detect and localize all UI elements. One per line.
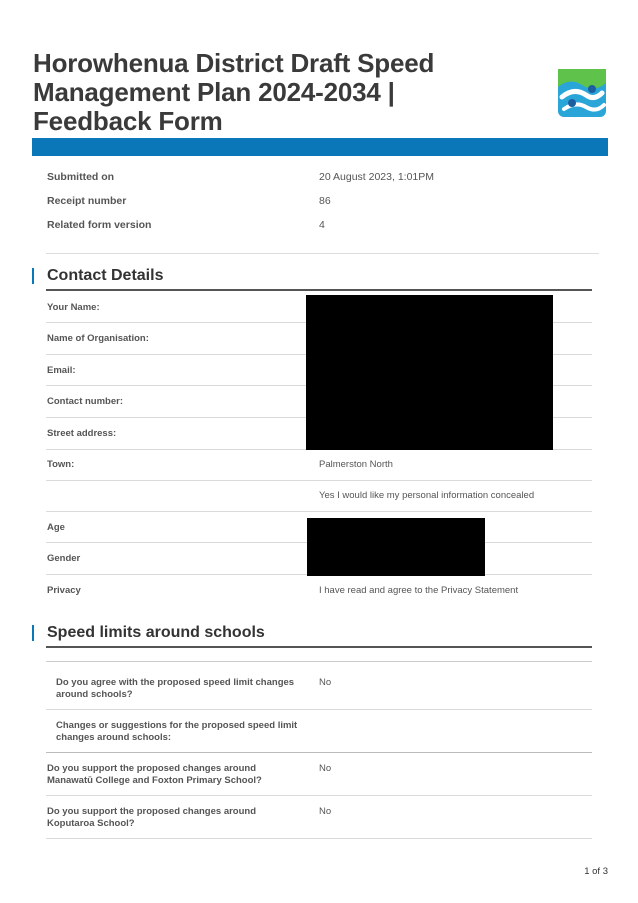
email-label: Email: — [47, 365, 76, 376]
town-label: Town: — [47, 459, 75, 470]
title-line-3: Feedback Form — [33, 106, 223, 136]
question-label: Do you agree with the proposed speed limit changes around schools? — [56, 677, 295, 700]
question-row — [46, 753, 592, 796]
question-row — [46, 796, 592, 839]
heading-accent — [32, 625, 34, 641]
form-version-value: 4 — [319, 219, 325, 231]
submitted-on-label: Submitted on — [47, 171, 115, 183]
conceal-value: Yes I would like my personal information concealed — [319, 490, 535, 501]
privacy-value: I have read and agree to the Privacy Statement — [319, 585, 519, 596]
question-answer: No — [319, 763, 332, 774]
council-logo-icon — [556, 67, 608, 119]
street-address-label: Street address: — [47, 428, 117, 439]
contact-details-title: Contact Details — [47, 267, 164, 284]
question-row — [46, 662, 592, 710]
section-rule — [46, 646, 592, 648]
question-label: Changes or suggestions for the proposed speed limit changes around schools: — [56, 720, 298, 743]
title-line-2: Management Plan 2024-2034 | — [33, 77, 395, 107]
privacy-label: Privacy — [47, 585, 81, 596]
organisation-label: Name of Organisation: — [47, 333, 149, 344]
form-version-label: Related form version — [47, 219, 152, 231]
question-label: Do you support the proposed changes around Koputaroa School? — [47, 806, 257, 829]
conceal-row — [46, 481, 592, 512]
question-row — [46, 710, 592, 753]
gender-label: Gender — [47, 553, 81, 564]
redacted-personal-details — [306, 295, 553, 450]
age-label: Age — [47, 522, 65, 533]
page-number: 1 of 3 — [584, 866, 608, 877]
contact-number-label: Contact number: — [47, 396, 123, 407]
submitted-on-value: 20 August 2023, 1:01PM — [319, 171, 435, 183]
heading-accent — [32, 268, 34, 284]
title-line-1: Horowhenua District Draft Speed — [33, 48, 435, 78]
header-bar — [32, 138, 608, 156]
divider — [46, 253, 599, 254]
receipt-number-value: 86 — [319, 195, 331, 207]
town-value: Palmerston North — [319, 459, 393, 470]
privacy-row — [46, 575, 592, 605]
schools-title: Speed limits around schools — [47, 624, 265, 641]
question-answer: No — [319, 677, 332, 688]
question-answer: No — [319, 806, 332, 817]
page-title — [33, 49, 503, 136]
your-name-label: Your Name: — [47, 302, 100, 313]
redacted-age-gender — [307, 518, 485, 576]
receipt-number-label: Receipt number — [47, 195, 127, 207]
question-label: Do you support the proposed changes around Manawatū College and Foxton Primary School? — [47, 763, 262, 786]
town-row — [46, 450, 592, 481]
